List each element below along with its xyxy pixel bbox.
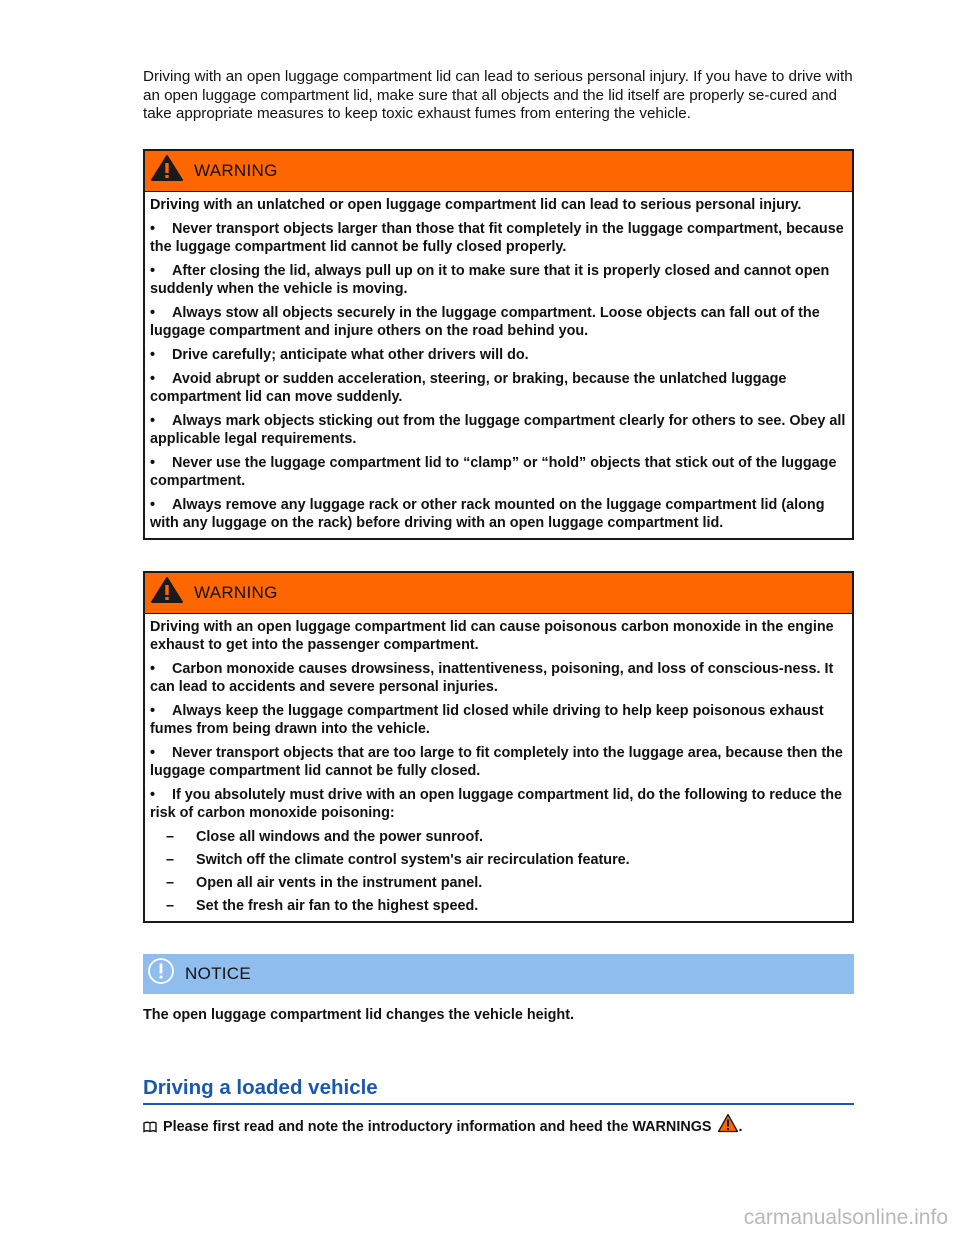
warning-header [145,151,852,192]
warning-box-1 [143,149,854,540]
section-heading: Driving a loaded vehicle [143,1075,378,1099]
warning-bullet: • Always keep the luggage compartment lid closed while driving to help keep poisonous exhaust fumes from being drawn into the vehicle. [150,702,824,737]
section-heading-block [143,1076,854,1105]
intro-paragraph: Driving with an open luggage compartment lid can lead to serious personal injury. If you have to drive with an open luggage compartment lid, make sure that all objects and the lid itself are properly se-cured and take appropriate measures to keep toxic exhaust fumes from entering the vehicle. [143,68,853,122]
warning-body [145,192,852,538]
warning-bullet: • Carbon monoxide causes drowsiness, inattentiveness, poisoning, and loss of conscious-ness. It can lead to accidents and severe personal injuries. [150,660,834,695]
watermark: carmanualsonline.info [743,1206,948,1229]
warning-subitem: – Open all air vents in the instrument panel. [166,874,483,891]
warning-bullet: • Never transport objects that are too large to fit completely into the luggage area, because then the luggage compartment lid cannot be fully closed. [150,744,843,779]
read-first-line [143,1119,854,1135]
warning-bullet: • Always mark objects sticking out from the luggage compartment clearly for others to see. Obey all applicable legal requirements. [150,412,846,447]
warning-bullet: • Never transport objects larger than those that fit completely in the luggage compartment, because the luggage compartment lid cannot be fully closed properly. [150,220,844,255]
read-first-period: . [738,1118,743,1135]
book-icon [143,1121,157,1133]
warning-triangle-icon [150,154,184,187]
warning-bullet: • After closing the lid, always pull up on it to make sure that it is properly closed and cannot open suddenly when the vehicle is moving. [150,262,830,297]
warning-subitem: – Switch off the climate control system's air recirculation feature. [166,851,630,868]
warning-title: WARNING [194,160,278,180]
exclamation-circle-icon [147,957,175,990]
page-content [143,68,854,1135]
warning-bullet: • If you absolutely must drive with an open luggage compartment lid, do the following to reduce the risk of carbon monoxide poisoning: [150,786,843,821]
warning-subitem: – Set the fresh air fan to the highest speed. [166,897,479,914]
warning-lead: Driving with an unlatched or open luggage compartment lid can lead to serious personal injury. [150,196,802,213]
warning-subitem: – Close all windows and the power sunroof. [166,828,484,845]
notice-box [143,954,854,1023]
warning-bullet: • Avoid abrupt or sudden acceleration, steering, or braking, because the unlatched luggage compartment lid can move suddenly. [150,370,787,405]
warning-title: WARNING [194,582,278,602]
notice-header [143,954,854,994]
warning-triangle-icon [150,576,184,609]
warning-bullet: • Drive carefully; anticipate what other drivers will do. [150,346,529,363]
notice-title: NOTICE [185,963,252,983]
warning-triangle-icon [717,1113,739,1133]
warning-body [145,614,852,921]
warning-header [145,573,852,614]
warning-bullet: • Always remove any luggage rack or other rack mounted on the luggage compartment lid (along with any luggage on the rack) before driving with an open luggage compartment lid. [150,496,825,531]
warning-bullet: • Never use the luggage compartment lid to “clamp” or “hold” objects that stick out of the luggage compartment. [150,454,837,489]
read-first-text: Please first read and note the introductory information and heed the WARNINGS [163,1118,712,1135]
warning-box-2 [143,571,854,923]
notice-text: The open luggage compartment lid changes the vehicle height. [143,1006,574,1023]
warning-bullet: • Always stow all objects securely in the luggage compartment. Loose objects can fall out of the luggage compartment and injure others on the road behind you. [150,304,820,339]
warning-lead: Driving with an open luggage compartment lid can cause poisonous carbon monoxide in the engine exhaust to get into the passenger compartment. [150,618,834,653]
